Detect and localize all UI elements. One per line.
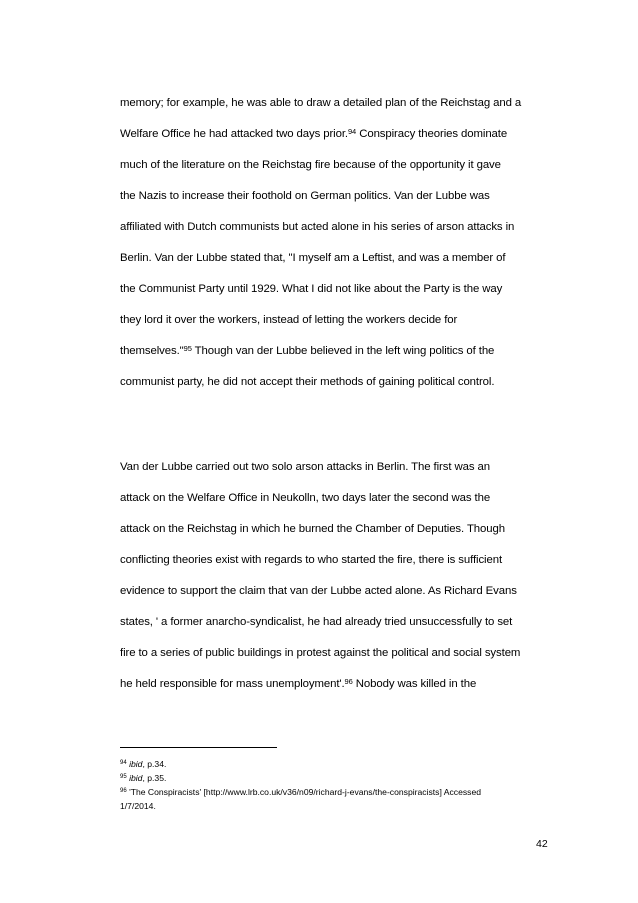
paragraph-line: much of the literature on the Reichstag fire because of the opportunity it gave: [120, 159, 501, 171]
paragraph-line: evidence to support the claim that van der Lubbe acted alone. As Richard Evans: [120, 585, 517, 597]
footnote-ref[interactable]: 96: [344, 677, 353, 686]
paragraph-line: the Communist Party until 1929. What I did not like about the Party is the way: [120, 283, 503, 295]
footnote-ref[interactable]: 94: [347, 127, 357, 136]
footnote: $^{96}$ 'The Conspiracists' [http://www.lrb.co.uk/v36/n09/richard-j-evans/the-conspiracists] Accessed: [120, 787, 482, 797]
paragraph-line: fire to a series of public buildings in protest against the political and social system: [120, 647, 521, 659]
paragraph-line: communist party, he did not accept their methods of gaining political control.: [120, 376, 495, 388]
paragraph-line: memory; for example, he was able to draw a detailed plan of the Reichstag and a: [120, 97, 522, 109]
footnote: $^{95}$ ibid, p.35.: [120, 773, 167, 783]
paragraph-line: attack on the Reichstag in which he burned the Chamber of Deputies. Though: [120, 523, 505, 535]
footnote-continuation: 1/7/2014.: [120, 801, 156, 811]
paragraph-line: affiliated with Dutch communists but acted alone in his series of arson attacks in: [120, 221, 515, 233]
paragraph-line: themselves."$^{95}$ Though van der Lubbe believed in the left wing politics of the: [120, 344, 495, 357]
paragraph-line: attack on the Welfare Office in Neukolln, two days later the second was the: [120, 492, 491, 504]
paragraph-line: Welfare Office he had attacked two days prior.$^{94}$ Conspiracy theories dominate: [120, 127, 508, 140]
paragraph-line: they lord it over the workers, instead of letting the workers decide for: [120, 314, 458, 326]
footnote-link[interactable]: 'The Conspiracists' [http://www.lrb.co.uk/v36/n09/richard-j-evans/the-conspiracists] Accessed: [129, 787, 482, 797]
paragraph-line: conflicting theories exist with regards to who started the fire, there is sufficient: [120, 554, 503, 566]
footnote-ref[interactable]: 95: [183, 344, 192, 353]
paragraph-line: states, ' a former anarcho-syndicalist, he had already tried unsuccessfully to set: [120, 616, 513, 628]
footnote: $^{94}$ ibid, p.34.: [120, 759, 167, 769]
paragraph-line: the Nazis to increase their foothold on German politics. Van der Lubbe was: [120, 190, 490, 202]
footnote-separator: [120, 747, 277, 748]
paragraph-line: Van der Lubbe carried out two solo arson attacks in Berlin. The first was an: [120, 461, 490, 473]
paragraph-line: Berlin. Van der Lubbe stated that, "I myself am a Leftist, and was a member of: [120, 252, 506, 264]
page-number: 42: [536, 838, 548, 850]
paragraph-line: he held responsible for mass unemployment'.$^{96}$ Nobody was killed in the: [120, 677, 477, 690]
